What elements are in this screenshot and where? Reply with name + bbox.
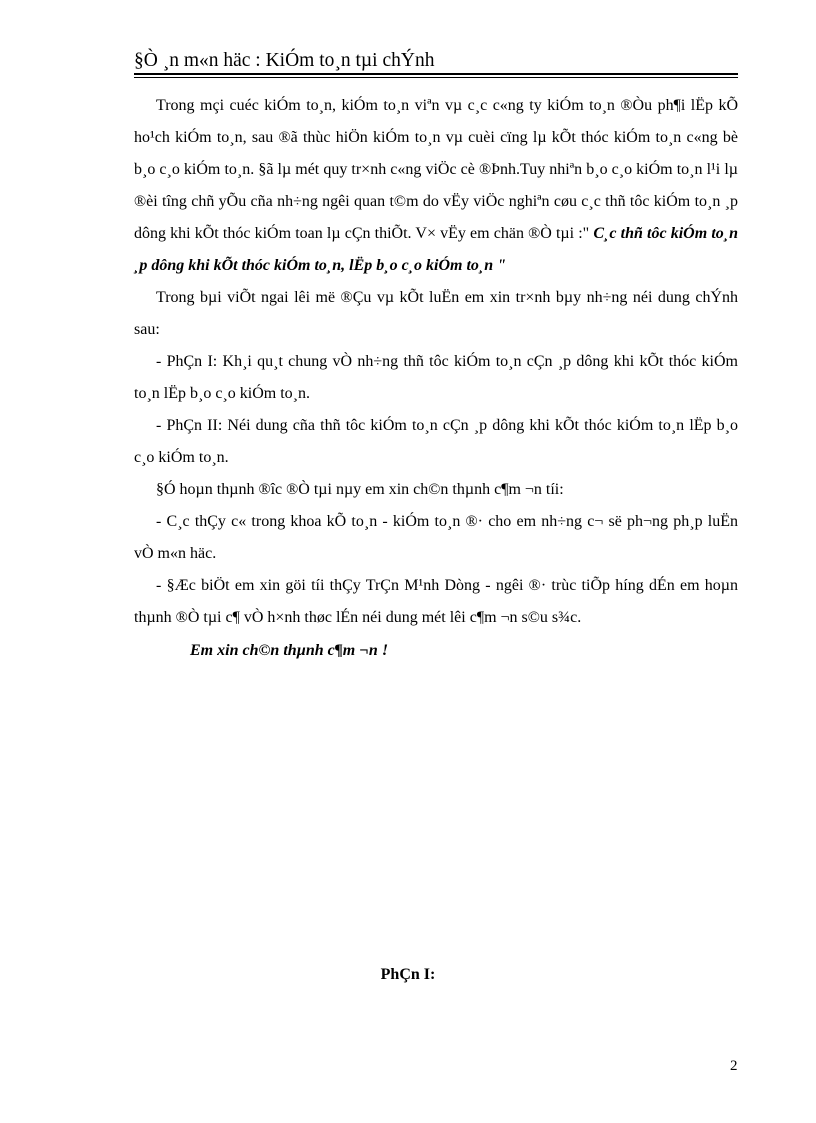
thanks-item-advisor: - §Æc biÖt em xin göi tíi thÇy TrÇn M¹nh Dòng - ngêi ®· trùc tiÕp híng dÉn em hoµn thµnh ®Ò tµi c¶ vÒ h×nh thøc lÉn néi dung mét lêi c¶m ¬n s©u s¾c. xyxy=(134,577,738,626)
section-heading: PhÇn I: xyxy=(380,966,436,983)
running-header-title: §Ò ¸n m«n häc : KiÓm to¸n tµi chÝnh xyxy=(134,50,435,71)
page-number: 2 xyxy=(730,1058,738,1074)
closing-thanks: Em xin ch©n thµnh c¶m ¬n ! xyxy=(190,642,389,659)
thanks-item-faculty: - C¸c thÇy c« trong khoa kÕ to¸n - kiÓm to¸n ®· cho em nh÷ng c¬ së ph¬ng ph¸p luËn vÒ m«n häc. xyxy=(134,513,738,562)
intro-text: Trong mçi cuéc kiÓm to¸n, kiÓm to¸n viªn vµ c¸c c«ng ty kiÓm to¸n ®Òu ph¶i lËp kÕ ho¹ch kiÓm to¸n, sau ®ã thùc hiÖn kiÓm to¸n vµ cuèi cïng lµ kÕt thóc kiÓm to¸n c«ng bè b¸o c¸o kiÓm to¸n. §ã lµ mét quy tr×nh c«ng viÖc cè ®Þnh.Tuy nhiªn b¸o c¸o kiÓm to¸n l¹i lµ ®èi tîng chñ yÕu cña nh÷ng ngêi quan t©m do vËy viÖc nghiªn cøu c¸c thñ tôc kiÓm to¸n ¸p dông khi kÕt thóc kiÓm toan lµ cÇn thiÕt. V× vËy em chän ®Ò tµi :" xyxy=(134,97,738,242)
header-rule-thick xyxy=(134,73,738,75)
body-text xyxy=(134,90,738,668)
intro-paragraph xyxy=(134,90,738,282)
outline-intro-paragraph: Trong bµi viÕt ngai lêi më ®Çu vµ kÕt luËn em xin tr×nh bµy nh÷ng néi dung chÝnh sau: xyxy=(134,289,738,338)
thanks-intro-paragraph: §Ó hoµn thµnh ®îc ®Ò tµi nµy em xin ch©n thµnh c¶m ¬n tíi: xyxy=(156,481,564,498)
outline-item-part-2: - PhÇn II: Néi dung cña thñ tôc kiÓm to¸n cÇn ¸p dông khi kÕt thóc kiÓm to¸n lËp b¸o c¸o kiÓm to¸n. xyxy=(134,417,738,466)
outline-item-part-1: - PhÇn I: Kh¸i qu¸t chung vÒ nh÷ng thñ tôc kiÓm to¸n cÇn ¸p dông khi kÕt thóc kiÓm to¸n lËp b¸o c¸o kiÓm to¸n. xyxy=(134,353,738,402)
header-rule-thin xyxy=(134,77,738,78)
topic-title-emphasis: C¸c thñ tôc kiÓm to¸n ¸p dông khi kÕt thóc kiÓm to¸n, lËp b¸o c¸o kiÓm to¸n " xyxy=(134,225,738,274)
